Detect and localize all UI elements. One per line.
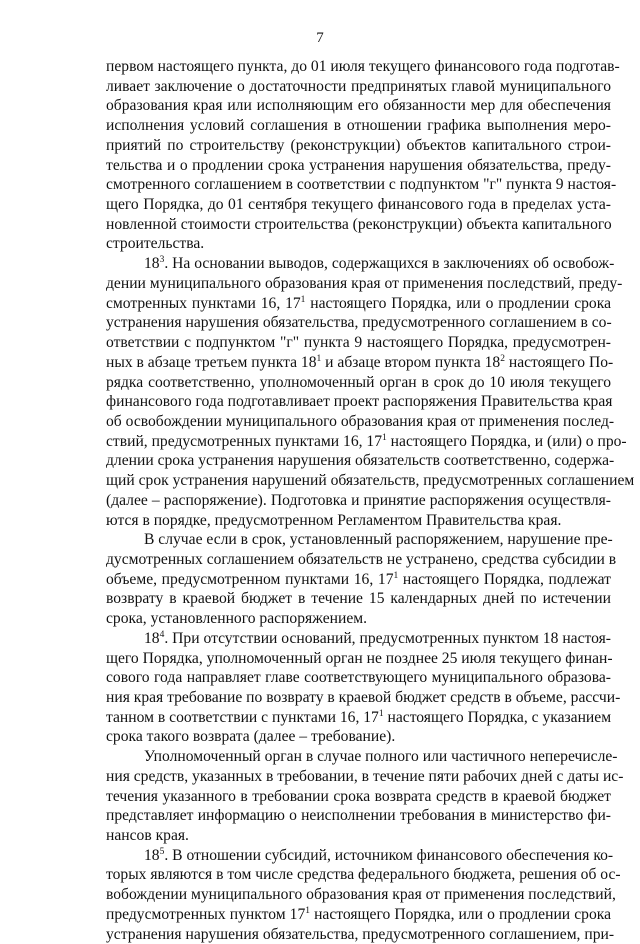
text-line: вобождении муниципального образования края от применения последствий, bbox=[106, 886, 616, 904]
document-body bbox=[106, 57, 635, 944]
text-fragment: смотренных пунктами 16, 17 bbox=[106, 294, 301, 312]
text-line: щего Порядка, уполномоченный орган не позднее 25 июля текущего финан- bbox=[106, 649, 613, 667]
text-line: нансов края. bbox=[106, 827, 189, 845]
text-line bbox=[106, 708, 611, 728]
text-line: Уполномоченный орган в случае полного или частичного неперечисле- bbox=[144, 748, 618, 766]
superscript: 4 bbox=[159, 629, 165, 640]
text-line bbox=[106, 432, 627, 452]
text-line: новленной стоимости строительства (реконструкции) объекта капитального bbox=[106, 215, 612, 233]
text-line: ния средств, указанных в требовании, в течение пяти рабочих дней с даты ис- bbox=[106, 767, 624, 785]
superscript: 3 bbox=[159, 255, 165, 266]
text-fragment: объеме, предусмотренном пунктами 16, 17 bbox=[106, 570, 394, 588]
text-line: длении срока устранения нарушения обязательств соответственно, содержа- bbox=[106, 452, 615, 470]
text-line: ливает заключение о достаточности предпринятых главой муниципального bbox=[106, 77, 611, 95]
text-line: В случае если в срок, установленный распоряжением, нарушение пре- bbox=[144, 531, 613, 549]
superscript: 1 bbox=[300, 294, 306, 305]
text-line: возврату в краевой бюджет в течение 15 календарных дней по истечении bbox=[106, 590, 611, 608]
text-line bbox=[106, 846, 614, 866]
text-fragment: ствий, предусмотренных пунктами 16, 17 bbox=[106, 432, 383, 450]
text-line: тельства и о продлении срока устранения нарушения обязательства, преду- bbox=[106, 156, 611, 174]
text-line: рядка соответственно, уполномоченный орган в срок до 10 июля текущего bbox=[106, 373, 611, 391]
text-line: устранения нарушения обязательства, предусмотренного соглашением в со- bbox=[106, 314, 612, 332]
text-fragment: танном в соответствии с пунктами 16, 17 bbox=[106, 708, 379, 726]
text-fragment: настоящего Порядка, с указанием bbox=[383, 708, 612, 726]
text-line: представляет информацию о неисполнении требования в министерство фи- bbox=[106, 807, 611, 825]
superscript: 1 bbox=[393, 570, 399, 581]
text-fragment: и абзаце втором пункта 18 bbox=[321, 353, 501, 371]
text-fragment: настоящего Порядка, подлежат bbox=[398, 570, 611, 588]
text-line: финансового года подготавливает проект распоряжения Правительства края bbox=[106, 393, 613, 411]
page-number: 7 bbox=[316, 30, 324, 46]
text-line bbox=[106, 294, 611, 314]
text-fragment: 18 bbox=[144, 846, 160, 864]
superscript: 1 bbox=[382, 432, 387, 443]
text-fragment: настоящего По- bbox=[504, 353, 614, 371]
text-line: сового года направляет главе соответствующего муниципального образова- bbox=[106, 669, 611, 687]
text-line: (далее – распоряжение). Подготовка и принятие распоряжения осуществля- bbox=[106, 491, 611, 509]
superscript: 1 bbox=[378, 708, 384, 719]
text-line: первом настоящего пункта, до 01 июля текущего финансового года подготав- bbox=[106, 58, 620, 75]
text-line: устранения нарушения обязательства, предусмотренного соглашением, при- bbox=[106, 925, 615, 943]
text-line bbox=[106, 629, 611, 649]
text-line bbox=[106, 254, 615, 274]
text-line bbox=[106, 905, 611, 925]
text-fragment: . При отсутствии оснований, предусмотренных пунктом 18 настоя- bbox=[164, 629, 611, 647]
text-fragment: 18 bbox=[144, 255, 160, 273]
text-line: срока такого возврата (далее – требование). bbox=[106, 728, 396, 746]
text-fragment: настоящего Порядка, и (или) о про- bbox=[386, 432, 627, 450]
superscript: 1 bbox=[316, 353, 322, 364]
text-line: исполнения условий соглашения в отношении графика выполнения меро- bbox=[106, 117, 611, 135]
text-line: строительства. bbox=[106, 235, 205, 253]
text-fragment: настоящего Порядка, или о продлении срока bbox=[310, 905, 611, 923]
superscript: 2 bbox=[500, 353, 505, 364]
text-line: об освобождении муниципального образования края от применения послед- bbox=[106, 412, 615, 430]
text-line bbox=[106, 570, 611, 590]
text-line: щий срок устранения нарушений обязательств, предусмотренных соглашением bbox=[106, 472, 635, 490]
text-fragment: ных в абзаце третьем пункта 18 bbox=[106, 353, 317, 371]
text-line: дении муниципального образования края от применения последствий, преду- bbox=[106, 274, 623, 292]
text-fragment: . В отношении субсидий, источником финансового обеспечения ко- bbox=[164, 846, 614, 864]
superscript: 5 bbox=[159, 846, 165, 857]
text-line bbox=[106, 353, 614, 373]
text-line: ния края требование по возврату в краевой бюджет средств в объеме, рассчи- bbox=[106, 689, 621, 706]
text-line: торых являются в том числе средства федерального бюджета, решения об ос- bbox=[106, 866, 621, 884]
text-fragment: предусмотренных пунктом 17 bbox=[106, 905, 306, 923]
text-line: ответствии с подпунктом "г" пункта 9 настоящего Порядка, предусмотрен- bbox=[106, 334, 611, 352]
text-line: дусмотренных соглашением обязательств не устранено, средства субсидии в bbox=[106, 550, 617, 568]
text-line: ются в порядке, предусмотренном Регламентом Правительства края. bbox=[106, 511, 562, 529]
text-line: образования края или исполняющим его обязанности мер для обеспечения bbox=[106, 97, 611, 115]
text-line: приятий по строительству (реконструкции) объектов капитального строи- bbox=[106, 136, 611, 154]
text-fragment: настоящего Порядка, или о продлении срока bbox=[305, 294, 611, 312]
text-line: срока, установленного распоряжением. bbox=[106, 610, 368, 628]
text-line: смотренного соглашением в соответствии с подпунктом "г" пункта 9 настоя- bbox=[106, 176, 617, 194]
text-line: щего Порядка, до 01 сентября текущего финансового года в пределах уста- bbox=[106, 196, 611, 214]
text-line: течения указанного в требовании срока возврата средств в краевой бюджет bbox=[106, 787, 611, 805]
superscript: 1 bbox=[305, 905, 310, 916]
text-fragment: 18 bbox=[144, 629, 160, 647]
text-fragment: . На основании выводов, содержащихся в заключениях об освобож- bbox=[164, 255, 615, 273]
